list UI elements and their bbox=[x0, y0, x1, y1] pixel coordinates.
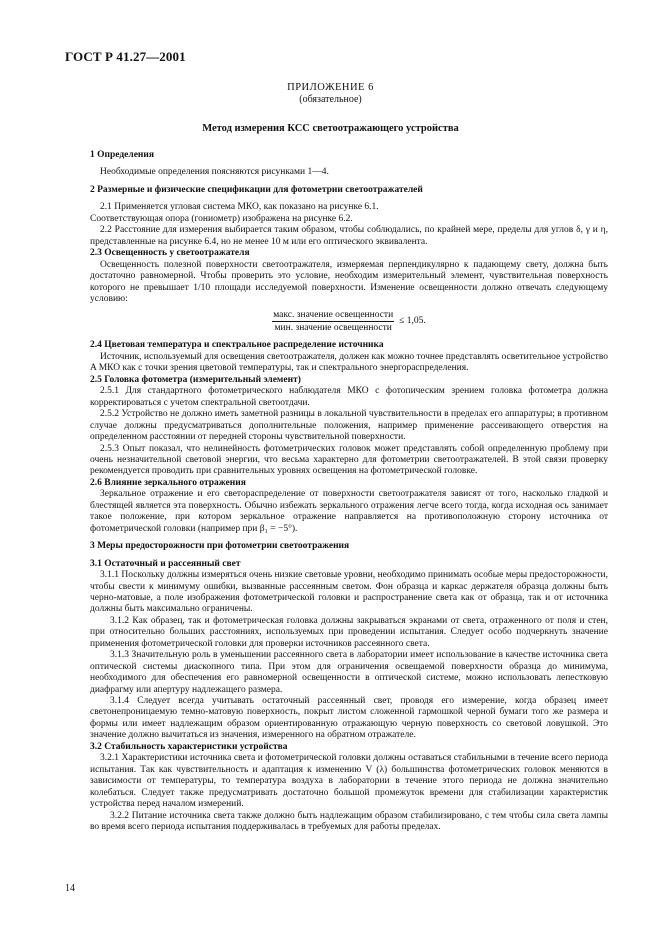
section-heading-2: 2 Размерные и физические спецификации для фотометрии светоотражателей bbox=[90, 184, 423, 195]
document-title: Метод измерения КСС светоотражающего устройства bbox=[202, 123, 459, 134]
uniformity-formula bbox=[90, 309, 608, 334]
paragraph-2-5-3: 2.5.3 Опыт показал, что нелинейность фотометрических головок может представлять собой определенную проблему при очень незначительной световой энергии, что весьма характерно для фотометрии светоотражателей. В этой связи проверку рекомендуется проводить при сравнительных уровнях освещения на фотометрической головке. bbox=[90, 443, 608, 477]
subsection-heading-3-1: 3.1 Остаточный и рассеянный свет bbox=[90, 558, 241, 569]
document-body bbox=[90, 150, 608, 833]
subsection-heading-3-2: 3.2 Стабильность характеристики устройства bbox=[90, 741, 288, 752]
document-code-header: ГОСТ Р 41.27—2001 bbox=[65, 49, 186, 64]
paragraph-2-5-2: 2.5.2 Устройство не должно иметь заметной разницы в локальной чувствительности в пределах его аппаратуры; в противном случае должны предусматриваться дополнительные положения, например применение рассеивающего отверстия на определенном расстоянии от передней стороны чувствительной поверхности. bbox=[90, 409, 608, 443]
formula-numerator: макс. значение освещенности bbox=[273, 310, 394, 321]
formula-fraction bbox=[272, 309, 394, 334]
paragraph-3-1-1: 3.1.1 Поскольку должны измеряться очень низкие световые уровни, необходимо принимать особые меры предосторожности, чтобы свести к минимуму ошибки, вызванные рассеянным светом. Фон образца и каркас держателя образца должны быть черно-матовые, а поле изображения фотометрической головки и распространение света как от образца, так и от источника должны быть максимально ограничены. bbox=[90, 570, 608, 615]
paragraph-2-4: Источник, используемый для освещения светоотражателя, должен как можно точнее представлять осветительное устройство A МКО как с точки зрения цветовой температуры, так и спектрального энергораспределения. bbox=[90, 351, 608, 374]
subsection-heading-2-3: 2.3 Освещенность у светоотражателя bbox=[90, 248, 250, 259]
paragraph-3-1-4: 3.1.4 Следует всегда учитывать остаточный рассеянный свет, проводя его измерение, когда образец имеет светонепроницаемую темно-матовую поверхность, покрыт листом сложенной гармошкой черной бумаги того же размера и формы или имеет надлежащим образом ориентированную отражающую черную поверхность со световой ловушкой. Это значение должно вычитаться из значения, измеренного на обратном отражателе. bbox=[90, 696, 608, 741]
paragraph-2-1b: Соответствующая опора (гониометр) изображена на рисунке 6.2. bbox=[90, 213, 353, 224]
subsection-heading-2-5: 2.5 Головка фотометра (измерительный элемент) bbox=[90, 374, 301, 385]
paragraph-2-3: Освещенность полезной поверхности светоотражателя, измеряемая перпендикулярно к падающему свету, должна быть достаточно равномерной. Чтобы проверить это условие, необходим измерительный элемент, чувствительная поверхность которого не превышает 1/10 площади исследуемой поверхности. Изменение освещенности должно отвечать следующему условию: bbox=[90, 259, 608, 304]
paragraph-3-1-2: 3.1.2 Как образец, так и фотометрическая головка должны закрываться экранами от света, отраженного от поля и стен, при относительно больших расстояниях, используемых при проведении испытания. Следует особо подчеркнуть значение применения фотометрической головки для проверки источников рассеянного света. bbox=[90, 615, 608, 649]
paragraph-3-1-3: 3.1.3 Значительную роль в уменьшении рассеянного света в лаборатории имеет использование в качестве источника света оптической системы диаскопного типа. При этом для ограничения освещаемой поверхности образца до минимума, необходимого для обеспечения его равномерной освещенности в оптической системе, можно использовать лепестковую диафрагму или апертуру надлежащего размера. bbox=[90, 650, 608, 695]
appendix-subtitle: (обязательное) bbox=[299, 94, 362, 105]
paragraph-2-2: 2.2 Расстояние для измерения выбирается таким образом, чтобы соблюдались, по крайней мере, пределы для углов δ, γ и η, представленные на рисунке 6.4, но не менее 10 м или его оптического эквивалента. bbox=[90, 225, 608, 247]
paragraph-3-2-2: 3.2.2 Питание источника света также должно быть надлежащим образом стабилизировано, с тем чтобы сила света лампы во время всего периода испытания поддерживалась в требуемых для работы пределах. bbox=[90, 810, 608, 833]
paragraph-2-5-1: 2.5.1 Для стандартного фотометрического наблюдателя МКО с фотопическим зрением головка фотометра должна корректироваться с учетом спектральной светоотдачи. bbox=[90, 386, 608, 408]
subsection-heading-2-6: 2.6 Влияние зеркального отражения bbox=[90, 477, 246, 488]
paragraph-1: Необходимые определения поясняются рисунками 1—4. bbox=[100, 167, 329, 178]
formula-relation: ≤ 1,05. bbox=[399, 316, 426, 327]
appendix-title: ПРИЛОЖЕНИЕ 6 bbox=[287, 82, 374, 93]
section-heading-1: 1 Определения bbox=[90, 150, 155, 160]
page-number: 14 bbox=[65, 883, 75, 894]
formula-denominator: мин. значение освещенности bbox=[274, 323, 392, 334]
section-heading-3: 3 Меры предосторожности при фотометрии светоотражения bbox=[90, 541, 350, 552]
subsection-heading-2-4: 2.4 Цветовая температура и спектральное распределение источника bbox=[90, 340, 384, 351]
paragraph-2-6: Зеркальное отражение и его светораспределение от поверхности светоотражателя зависят от того, насколько гладкой и блестящей является эта поверхность. Обычно избежать зеркального отражения легче всего тогда, когда исходная ось занимает такое положение, при котором зеркальное отражение направляется на противоположную сторону источника от фотометрической головки (например при β₁ = −5°). bbox=[90, 489, 608, 534]
paragraph-3-2-1: 3.2.1 Характеристики источника света и фотометрической головки должны оставаться стабильными в течение всего периода испытания. Так как чувствительность и адаптация к изменению V (λ) большинства фотометрических головок меняются в зависимости от температуры, то температура воздуха в лаборатории в течение этого периода не должна значительно колебаться. Следует также предусматривать достаточно большой промежуток времени для стабилизации характеристик устройства перед началом измерений. bbox=[90, 753, 608, 810]
paragraph-2-1a: 2.1 Применяется угловая система МКО, как показано на рисунке 6.1. bbox=[100, 202, 379, 213]
